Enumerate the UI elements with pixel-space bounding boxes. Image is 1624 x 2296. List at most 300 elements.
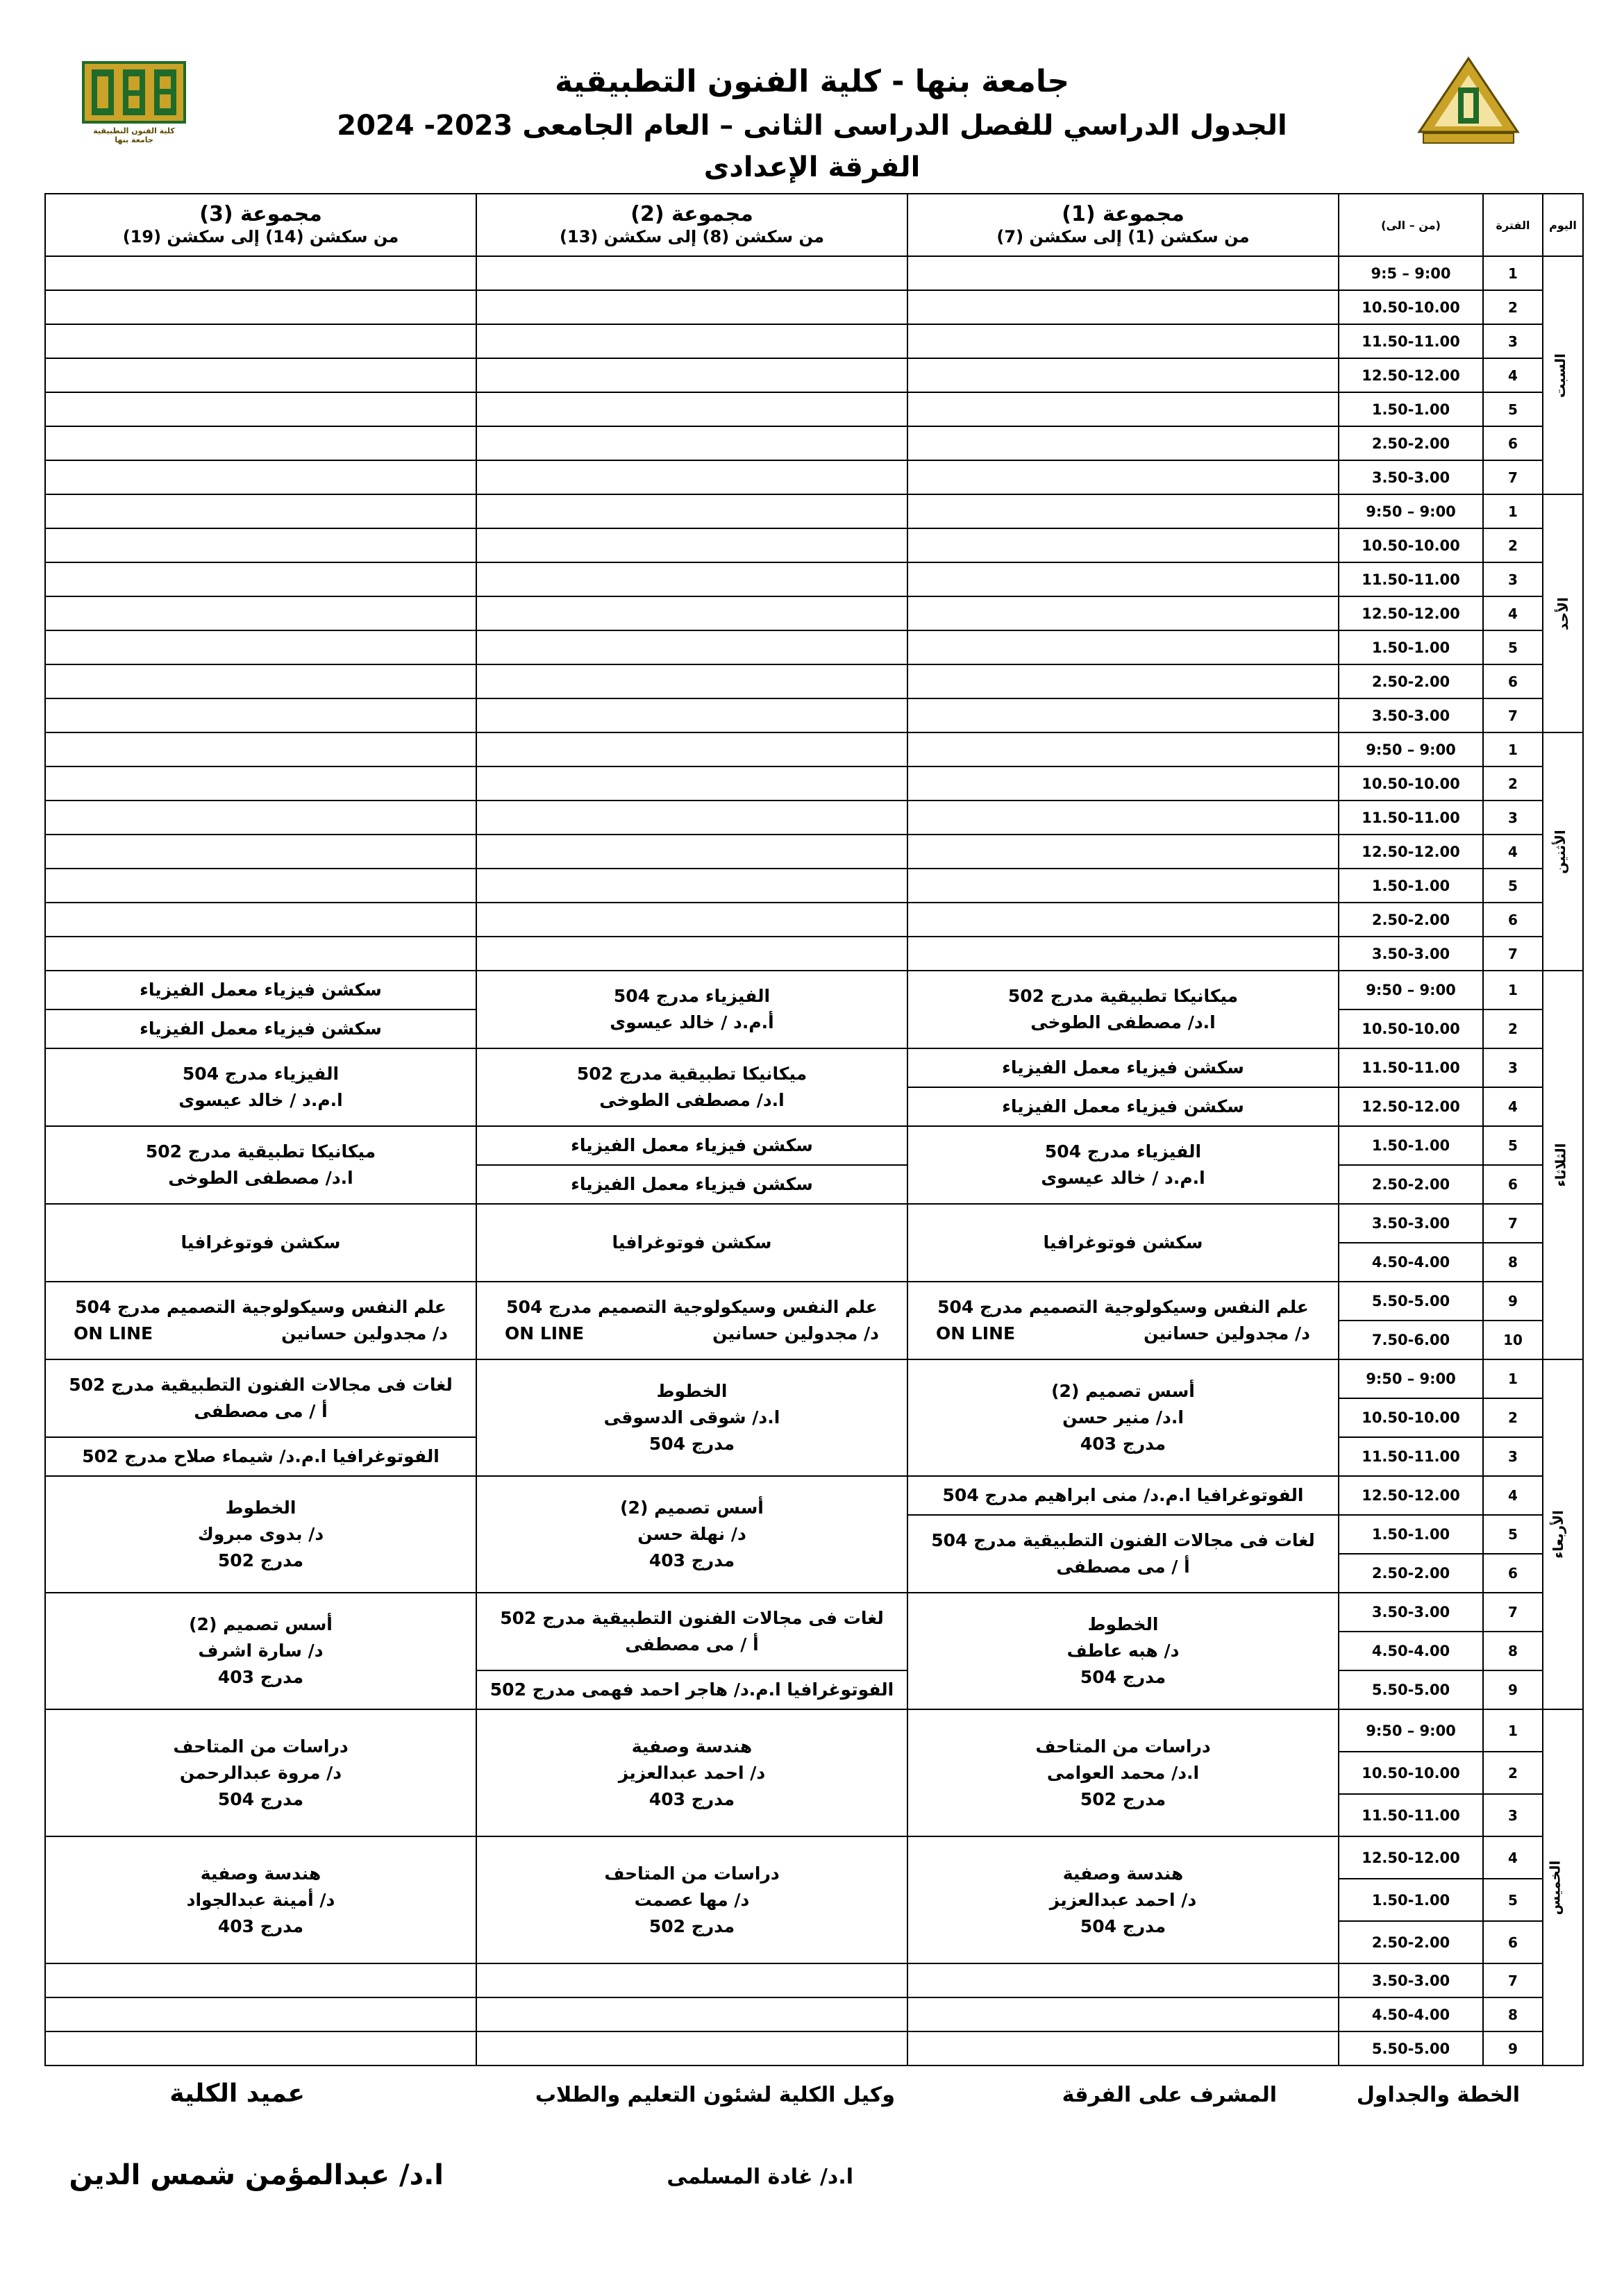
empty-slot <box>476 562 907 596</box>
empty-slot <box>907 324 1339 358</box>
empty-slot <box>907 256 1339 290</box>
cell-text: ا.د/ مصطفى الطوخى <box>168 1168 353 1188</box>
tue-g1-photography-section <box>907 1204 1339 1282</box>
empty-slot <box>476 903 907 937</box>
empty-slot <box>907 937 1339 971</box>
cell-text: ا.د/ منير حسن <box>1062 1407 1184 1427</box>
period-number: 10 <box>1483 1321 1543 1359</box>
tue-g3-physics-section-1 <box>45 971 476 1009</box>
thu-g1-museum-studies <box>907 1709 1339 1836</box>
cell-text: هندسة وصفية <box>200 1863 321 1884</box>
period-number: 6 <box>1483 1165 1543 1204</box>
tue-g1-physics-section-1 <box>907 1048 1339 1087</box>
thu-g3-descriptive-geometry <box>45 1836 476 1963</box>
period-number: 4 <box>1483 1476 1543 1515</box>
cell-text: مدرج 502 <box>1080 1788 1166 1809</box>
page-header <box>0 0 1624 191</box>
day-thursday <box>1543 1709 1583 2065</box>
period-time: 3.50-3.00 <box>1339 460 1483 494</box>
cell-text: مدرج 403 <box>648 1788 735 1809</box>
empty-slot <box>476 1963 907 1997</box>
period-number: 6 <box>1483 1554 1543 1593</box>
group-2-header <box>476 194 907 256</box>
tue-g2-photography-section <box>476 1204 907 1282</box>
empty-slot <box>907 732 1339 766</box>
thu-g1-descriptive-geometry <box>907 1836 1339 1963</box>
period-number: 4 <box>1483 1087 1543 1126</box>
cell-text: لغات فى مجالات الفنون التطبيقية مدرج 502 <box>69 1375 453 1395</box>
cell-text: لغات فى مجالات الفنون التطبيقية مدرج 504 <box>931 1530 1315 1550</box>
period-number: 3 <box>1483 1794 1543 1836</box>
period-number: 4 <box>1483 358 1543 392</box>
empty-slot <box>907 664 1339 698</box>
period-number: 5 <box>1483 1515 1543 1554</box>
cell-text: سكشن فيزياء معمل الفيزياء <box>1002 1096 1244 1116</box>
period-number: 8 <box>1483 1632 1543 1670</box>
empty-slot <box>476 766 907 801</box>
cell-text: ON LINE <box>936 1323 1016 1343</box>
tue-g2-mechanics <box>476 1048 907 1126</box>
cell-text: مدرج 403 <box>217 1916 304 1936</box>
cell-text: هندسة وصفية <box>1062 1863 1184 1884</box>
period-number: 4 <box>1483 596 1543 630</box>
period-number: 1 <box>1483 732 1543 766</box>
empty-slot <box>45 392 476 426</box>
empty-slot <box>45 937 476 971</box>
period-time: 2.50-2.00 <box>1339 426 1483 460</box>
period-number: 3 <box>1483 1437 1543 1476</box>
period-time: 10.50-10.00 <box>1339 766 1483 801</box>
period-time: 5.50-5.00 <box>1339 1670 1483 1709</box>
period-time: 11.50-11.00 <box>1339 1048 1483 1087</box>
period-number: 9 <box>1483 1670 1543 1709</box>
empty-slot <box>476 596 907 630</box>
period-time: 9:5 – 9:00 <box>1339 256 1483 290</box>
period-number: 3 <box>1483 324 1543 358</box>
empty-slot <box>907 596 1339 630</box>
period-time: 7.50-6.00 <box>1339 1321 1483 1359</box>
period-time: 12.50-12.00 <box>1339 1087 1483 1126</box>
empty-slot <box>45 2031 476 2065</box>
period-number: 5 <box>1483 869 1543 903</box>
period-time: 1.50-1.00 <box>1339 1126 1483 1165</box>
cell-text: ميكانيكا تطبيقية مدرج 502 <box>576 1064 807 1084</box>
cell-text: الفوتوغرافيا ا.م.د/ هاجر احمد فهمى مدرج 502 <box>489 1679 894 1700</box>
empty-slot <box>476 835 907 869</box>
empty-slot <box>45 460 476 494</box>
footer-dean: عميد الكلية <box>169 2079 305 2108</box>
period-time: 5.50-5.00 <box>1339 2031 1483 2065</box>
period-number: 6 <box>1483 426 1543 460</box>
empty-slot <box>45 256 476 290</box>
wed-g2-calligraphy <box>476 1359 907 1476</box>
cell-text <box>477 1321 907 1347</box>
group-3-header <box>45 194 476 256</box>
period-time: 1.50-1.00 <box>1339 869 1483 903</box>
group-3-sections: من سكشن (14) إلى سكشن (19) <box>122 227 399 246</box>
cell-text: الخطوط <box>1087 1614 1159 1634</box>
day-tuesday <box>1543 971 1583 1359</box>
cell-text: د/ احمد عبدالعزيز <box>618 1762 766 1783</box>
empty-slot <box>45 698 476 732</box>
cell-text: سكشن فوتوغرافيا <box>181 1232 341 1252</box>
period-time: 9:50 – 9:00 <box>1339 732 1483 766</box>
group-1-sections: من سكشن (1) إلى سكشن (7) <box>996 227 1250 246</box>
period-number: 7 <box>1483 937 1543 971</box>
period-time: 12.50-12.00 <box>1339 358 1483 392</box>
cell-text: الفوتوغرافيا ا.م.د/ منى ابراهيم مدرج 504 <box>942 1485 1304 1505</box>
group-1-name: مجموعة (1) <box>1062 202 1184 226</box>
period-time: 10.50-10.00 <box>1339 1009 1483 1048</box>
period-time: 3.50-3.00 <box>1339 1963 1483 1997</box>
tue-g3-mechanics <box>45 1126 476 1204</box>
period-time: 3.50-3.00 <box>1339 698 1483 732</box>
period-time: 2.50-2.00 <box>1339 1921 1483 1963</box>
wed-g3-languages <box>45 1359 476 1437</box>
empty-slot <box>907 835 1339 869</box>
cell-text: مدرج 504 <box>648 1434 735 1454</box>
wed-g2-design-basics <box>476 1476 907 1593</box>
tue-g3-physics-section-2 <box>45 1009 476 1048</box>
empty-slot <box>476 460 907 494</box>
university-title: جامعة بنها - كلية الفنون التطبيقية <box>554 64 1070 99</box>
period-time: 12.50-12.00 <box>1339 1836 1483 1879</box>
cell-text <box>46 1321 476 1347</box>
empty-slot <box>907 1963 1339 1997</box>
wed-g3-design-basics <box>45 1593 476 1709</box>
empty-slot <box>45 1963 476 1997</box>
empty-slot <box>476 426 907 460</box>
group-2-sections: من سكشن (8) إلى سكشن (13) <box>560 227 824 246</box>
period-number: 2 <box>1483 290 1543 324</box>
period-time: 5.50-5.00 <box>1339 1282 1483 1321</box>
cell-text: دراسات من المتاحف <box>604 1863 780 1884</box>
period-time: 2.50-2.00 <box>1339 1165 1483 1204</box>
cell-text: ميكانيكا تطبيقية مدرج 502 <box>1007 986 1239 1006</box>
empty-slot <box>45 732 476 766</box>
cell-text: أسس تصميم (2) <box>189 1614 333 1634</box>
empty-slot <box>476 937 907 971</box>
empty-slot <box>476 494 907 528</box>
empty-slot <box>907 494 1339 528</box>
period-number: 7 <box>1483 460 1543 494</box>
empty-slot <box>45 903 476 937</box>
day-label: الثلاثاء <box>1552 1143 1569 1187</box>
period-number: 6 <box>1483 1921 1543 1963</box>
timetable <box>44 193 1584 2066</box>
empty-slot <box>476 290 907 324</box>
cell-text: أسس تصميم (2) <box>620 1498 764 1518</box>
period-number: 9 <box>1483 1282 1543 1321</box>
cell-text: علم النفس وسيكولوجية التصميم مدرج 504 <box>937 1297 1309 1317</box>
empty-slot <box>907 869 1339 903</box>
cell-text: سكشن فيزياء معمل الفيزياء <box>571 1135 813 1155</box>
group-2-name: مجموعة (2) <box>630 202 753 226</box>
cell-text <box>908 1321 1338 1347</box>
empty-slot <box>45 290 476 324</box>
period-number: 2 <box>1483 1752 1543 1794</box>
cell-text: مدرج 403 <box>1080 1434 1166 1454</box>
empty-slot <box>45 358 476 392</box>
thu-g2-descriptive-geometry <box>476 1709 907 1836</box>
period-time: 10.50-10.00 <box>1339 1752 1483 1794</box>
footer-plans: الخطة والجداول <box>1356 2083 1520 2107</box>
cell-text: دراسات من المتاحف <box>1035 1736 1211 1757</box>
cell-text: ON LINE <box>74 1323 153 1343</box>
logo-caption-2: جامعة بنها <box>115 135 153 144</box>
period-time: 3.50-3.00 <box>1339 1593 1483 1632</box>
cell-text: مدرج 403 <box>648 1550 735 1570</box>
empty-slot <box>907 426 1339 460</box>
cell-text: د/ مجدولين حسانين <box>281 1323 448 1343</box>
cell-text: ا.د/ محمد العوامى <box>1046 1762 1200 1783</box>
period-time: 4.50-4.00 <box>1339 1997 1483 2031</box>
empty-slot <box>476 324 907 358</box>
cell-text: د/ بدوى مبروك <box>197 1524 324 1544</box>
cell-text: د/ مجدولين حسانين <box>1144 1323 1310 1343</box>
empty-slot <box>907 358 1339 392</box>
period-number: 7 <box>1483 1593 1543 1632</box>
period-number: 3 <box>1483 562 1543 596</box>
cell-text: د/ مها عصمت <box>634 1889 750 1910</box>
cell-text: سكشن فيزياء معمل الفيزياء <box>140 1019 382 1039</box>
period-number: 4 <box>1483 835 1543 869</box>
period-time: 9:50 – 9:00 <box>1339 971 1483 1009</box>
empty-slot <box>907 562 1339 596</box>
tue-g3-photography-section <box>45 1204 476 1282</box>
period-time: 9:50 – 9:00 <box>1339 494 1483 528</box>
footer-dean-name: ا.د/ عبدالمؤمن شمس الدين <box>69 2159 444 2191</box>
empty-slot <box>476 358 907 392</box>
empty-slot <box>907 392 1339 426</box>
empty-slot <box>45 562 476 596</box>
period-time: 4.50-4.00 <box>1339 1632 1483 1670</box>
cell-text: الفيزياء مدرج 504 <box>1044 1141 1202 1162</box>
period-number: 1 <box>1483 494 1543 528</box>
period-number: 8 <box>1483 1997 1543 2031</box>
cell-text: علم النفس وسيكولوجية التصميم مدرج 504 <box>75 1297 446 1317</box>
cell-text: د/ مجدولين حسانين <box>712 1323 879 1343</box>
tue-g2-physics <box>476 971 907 1048</box>
period-time: 12.50-12.00 <box>1339 835 1483 869</box>
tue-g2-physics-section-1 <box>476 1126 907 1165</box>
period-time: 1.50-1.00 <box>1339 1879 1483 1921</box>
wed-g3-calligraphy <box>45 1476 476 1593</box>
empty-slot <box>907 2031 1339 2065</box>
period-number: 5 <box>1483 630 1543 664</box>
cell-text: الخطوط <box>225 1498 296 1518</box>
wed-g3-photography <box>45 1437 476 1476</box>
tue-g3-design-psychology <box>45 1282 476 1359</box>
cell-text: سكشن فوتوغرافيا <box>1043 1232 1203 1252</box>
thu-g2-museum-studies <box>476 1836 907 1963</box>
empty-slot <box>476 698 907 732</box>
wed-g1-design-basics <box>907 1359 1339 1476</box>
cell-text: الفيزياء مدرج 504 <box>613 986 771 1006</box>
period-time: 9:50 – 9:00 <box>1339 1359 1483 1398</box>
empty-slot <box>476 2031 907 2065</box>
tue-g3-physics <box>45 1048 476 1126</box>
empty-slot <box>45 664 476 698</box>
period-time: 1.50-1.00 <box>1339 1515 1483 1554</box>
tue-g1-design-psychology <box>907 1282 1339 1359</box>
cell-text: أ / مى مصطفى <box>625 1634 759 1654</box>
col-time-header: (من – الى) <box>1339 194 1483 256</box>
cell-text: علم النفس وسيكولوجية التصميم مدرج 504 <box>506 1297 878 1317</box>
period-number: 2 <box>1483 766 1543 801</box>
wed-g1-photography <box>907 1476 1339 1515</box>
empty-slot <box>476 392 907 426</box>
period-time: 4.50-4.00 <box>1339 1243 1483 1282</box>
period-time: 12.50-12.00 <box>1339 596 1483 630</box>
empty-slot <box>907 766 1339 801</box>
day-monday <box>1543 732 1583 971</box>
cell-text: ا.د/ مصطفى الطوخى <box>1030 1012 1216 1032</box>
period-time: 2.50-2.00 <box>1339 664 1483 698</box>
cell-text: ا.د/ مصطفى الطوخى <box>599 1090 785 1110</box>
cell-text: مدرج 502 <box>217 1550 304 1570</box>
cell-text: الخطوط <box>656 1381 728 1401</box>
period-number: 1 <box>1483 1359 1543 1398</box>
cell-text: دراسات من المتاحف <box>173 1736 349 1757</box>
logo-caption-1: كلية الفنون التطبيقية <box>93 126 175 135</box>
cell-text: د/ سارة اشرف <box>198 1641 324 1661</box>
empty-slot <box>907 528 1339 562</box>
cell-text: أسس تصميم (2) <box>1051 1381 1195 1401</box>
day-label: الأثنين <box>1552 829 1569 874</box>
empty-slot <box>476 664 907 698</box>
tue-g2-design-psychology <box>476 1282 907 1359</box>
period-number: 8 <box>1483 1243 1543 1282</box>
period-time: 11.50-11.00 <box>1339 562 1483 596</box>
empty-slot <box>45 494 476 528</box>
period-number: 2 <box>1483 1398 1543 1437</box>
empty-slot <box>45 801 476 835</box>
period-number: 1 <box>1483 971 1543 1009</box>
cell-text: ا.م.د / خالد عيسوى <box>178 1090 343 1110</box>
empty-slot <box>476 801 907 835</box>
period-time: 11.50-11.00 <box>1339 324 1483 358</box>
period-number: 6 <box>1483 903 1543 937</box>
empty-slot <box>907 1997 1339 2031</box>
tue-g2-physics-section-2 <box>476 1165 907 1204</box>
period-time: 2.50-2.00 <box>1339 903 1483 937</box>
empty-slot <box>45 835 476 869</box>
col-day-header: اليوم <box>1543 194 1583 256</box>
period-number: 5 <box>1483 392 1543 426</box>
empty-slot <box>45 596 476 630</box>
cell-text: مدرج 403 <box>217 1667 304 1687</box>
empty-slot <box>45 766 476 801</box>
period-number: 5 <box>1483 1879 1543 1921</box>
empty-slot <box>45 869 476 903</box>
group-3-name: مجموعة (3) <box>199 202 322 226</box>
cell-text: ميكانيكا تطبيقية مدرج 502 <box>145 1141 376 1162</box>
cell-text: ا.م.د / خالد عيسوى <box>1041 1168 1205 1188</box>
empty-slot <box>907 698 1339 732</box>
empty-slot <box>907 460 1339 494</box>
cell-text: مدرج 504 <box>1080 1667 1166 1687</box>
cell-text: مدرج 504 <box>217 1788 304 1809</box>
empty-slot <box>476 528 907 562</box>
cell-text: سكشن فوتوغرافيا <box>612 1232 772 1252</box>
cell-text: سكشن فيزياء معمل الفيزياء <box>571 1174 813 1194</box>
empty-slot <box>476 256 907 290</box>
cell-text: مدرج 502 <box>648 1916 735 1936</box>
period-time: 10.50-10.00 <box>1339 290 1483 324</box>
cell-text: سكشن فيزياء معمل الفيزياء <box>140 980 382 1000</box>
wed-g2-languages <box>476 1593 907 1670</box>
wed-g1-languages <box>907 1515 1339 1593</box>
period-number: 2 <box>1483 528 1543 562</box>
tue-g1-physics <box>907 1126 1339 1204</box>
group-1-header <box>907 194 1339 256</box>
period-number: 7 <box>1483 1204 1543 1243</box>
wed-g1-calligraphy <box>907 1593 1339 1709</box>
cell-text: أ / مى مصطفى <box>1056 1557 1190 1577</box>
cell-text: الفوتوغرافيا ا.م.د/ شيماء صلاح مدرج 502 <box>82 1446 440 1466</box>
empty-slot <box>45 528 476 562</box>
period-number: 4 <box>1483 1836 1543 1879</box>
period-time: 1.50-1.00 <box>1339 392 1483 426</box>
period-number: 2 <box>1483 1009 1543 1048</box>
thu-g3-museum-studies <box>45 1709 476 1836</box>
day-label: الأحد <box>1555 596 1571 630</box>
day-label: السبت <box>1551 353 1568 398</box>
period-time: 11.50-11.00 <box>1339 1437 1483 1476</box>
empty-slot <box>45 630 476 664</box>
empty-slot <box>907 903 1339 937</box>
wed-g2-photography <box>476 1670 907 1709</box>
cell-text: أ / مى مصطفى <box>194 1401 328 1421</box>
footer-vice-dean-name: ا.د/ غادة المسلمى <box>667 2165 853 2189</box>
cell-text: هندسة وصفية <box>631 1736 753 1757</box>
period-time: 11.50-11.00 <box>1339 801 1483 835</box>
empty-slot <box>907 801 1339 835</box>
empty-slot <box>45 324 476 358</box>
tue-g1-mechanics <box>907 971 1339 1048</box>
empty-slot <box>907 290 1339 324</box>
footer-vice-dean: وكيل الكلية لشئون التعليم والطلاب <box>535 2083 895 2107</box>
day-wednesday <box>1543 1359 1583 1709</box>
period-time: 3.50-3.00 <box>1339 937 1483 971</box>
tue-g1-physics-section-2 <box>907 1087 1339 1126</box>
cell-text: د/ مروة عبدالرحمن <box>179 1762 342 1783</box>
period-number: 1 <box>1483 1709 1543 1752</box>
empty-slot <box>476 869 907 903</box>
period-number: 3 <box>1483 1048 1543 1087</box>
period-number: 3 <box>1483 801 1543 835</box>
day-saturday <box>1543 256 1583 494</box>
empty-slot <box>476 732 907 766</box>
period-number: 9 <box>1483 2031 1543 2065</box>
col-period-header: الفترة <box>1483 194 1543 256</box>
period-number: 5 <box>1483 1126 1543 1165</box>
period-time: 10.50-10.00 <box>1339 528 1483 562</box>
footer-supervisor: المشرف على الفرقة <box>1062 2083 1277 2107</box>
cell-text: د/ احمد عبدالعزيز <box>1049 1889 1197 1910</box>
day-label: الأربعاء <box>1550 1510 1567 1559</box>
period-time: 2.50-2.00 <box>1339 1554 1483 1593</box>
empty-slot <box>907 630 1339 664</box>
empty-slot <box>45 1997 476 2031</box>
cell-text: د/ نهلة حسن <box>637 1524 746 1544</box>
cell-text: ا.د/ شوقى الدسوقى <box>603 1407 780 1427</box>
period-time: 10.50-10.00 <box>1339 1398 1483 1437</box>
empty-slot <box>45 426 476 460</box>
cell-text: الفيزياء مدرج 504 <box>182 1064 340 1084</box>
period-time: 3.50-3.00 <box>1339 1204 1483 1243</box>
